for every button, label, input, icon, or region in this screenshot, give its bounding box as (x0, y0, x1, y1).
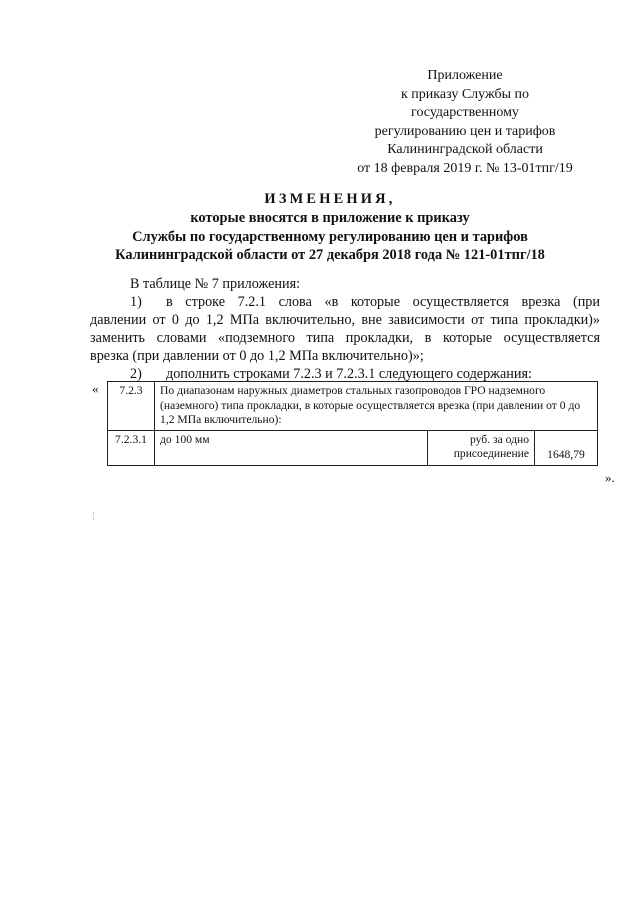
appendix-block (330, 67, 600, 179)
table-row (108, 382, 598, 431)
intro-paragraph: В таблице № 7 приложения: (130, 276, 301, 292)
list-item-text: в строке 7.2.1 слова «в которые осуществляется врезка (при (166, 294, 600, 310)
document-heading (60, 190, 600, 265)
appendix-line: Калининградской области (387, 142, 543, 158)
document-body (90, 275, 600, 383)
list-item-number: 2) (130, 366, 142, 382)
list-item-number: 1) (130, 294, 142, 310)
paragraph-line: врезка (при давлении от 0 до 1,2 МПа включительно)»; (90, 348, 424, 364)
scan-speck (93, 512, 96, 520)
row-description: до 100 мм (155, 430, 428, 465)
row-code: 7.2.3.1 (108, 430, 155, 465)
appendix-line: Приложение (427, 68, 503, 83)
paragraph-line: заменить словами «подземного типа прокладки, в которые осуществляется (90, 330, 600, 346)
heading-line: Службы по государственному регулированию цен и тарифов (132, 228, 528, 245)
table-row (108, 430, 598, 465)
appendix-line: регулированию цен и тарифов (374, 123, 556, 139)
heading-line: которые вносятся в приложение к приказу (190, 209, 470, 226)
list-item-text: дополнить строками 7.2.3 и 7.2.3.1 следующего содержания: (166, 366, 532, 382)
appendix-line: государственному (411, 105, 519, 121)
tariff-table (107, 381, 598, 466)
closing-quote: ». (605, 470, 615, 485)
row-unit: руб. за одно присоединение (428, 430, 535, 465)
document-title: ИЗМЕНЕНИЯ, (264, 191, 396, 207)
opening-quote: « (92, 381, 99, 396)
list-item (90, 293, 600, 311)
row-description: По диапазонам наружных диаметров стальных газопроводов ГРО надземного (наземного) типа прокладки, в которые осуществляется врезка (при давлении от 0 до 1,2 МПа включительно): (155, 382, 598, 431)
heading-line: Калининградской области от 27 декабря 2018 года № 121-01тпг/18 (115, 247, 545, 264)
appendix-line: к приказу Службы по (401, 86, 529, 102)
paragraph-line: давлении от 0 до 1,2 МПа включительно, вне зависимости от типа прокладки)» (90, 312, 600, 328)
row-code: 7.2.3 (108, 382, 155, 431)
appendix-line: от 18 февраля 2019 г. № 13-01тпг/19 (357, 160, 573, 176)
row-value: 1648,79 (535, 430, 598, 465)
